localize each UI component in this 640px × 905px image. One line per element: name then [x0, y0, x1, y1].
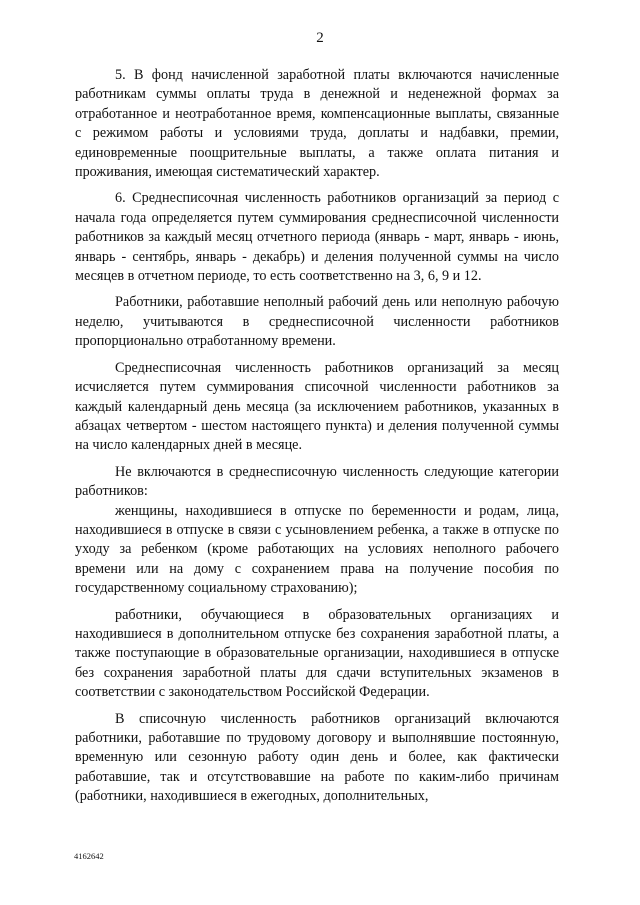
paragraph-fund-wages: 5. В фонд начисленной заработной платы включаются начисленные работникам суммы оплаты труда в денежной и неденежной формах за отработанное и неотработанное время, компенсационные выплаты, связанные с режимом работы и условиями труда, доплаты и надбавки, премии, единовременные поощрительные выплаты, а также оплата питания и проживания, имеющая систематический характер. — [75, 67, 559, 181]
document-code: 4162642 — [74, 851, 104, 861]
document-body — [75, 66, 559, 814]
paragraph-excluded-categories-intro: Не включаются в среднесписочную численность следующие категории работников: — [75, 463, 559, 500]
paragraph-excluded-women-leave: женщины, находившиеся в отпуске по беременности и родам, лица, находившиеся в отпуске в связи с усыновлением ребенка, а также в отпуске по уходу за ребенком (кроме работающих на условиях неполного рабочего времени или на дому с сохранением права на получение пособия по государственному социальному страхованию); — [75, 502, 559, 597]
paragraph-part-time-workers: Работники, работавшие неполный рабочий день или неполную рабочую неделю, учитываются в среднесписочной численности работников пропорционально отработанному времени. — [75, 294, 559, 350]
paragraph-excluded-students: работники, обучающиеся в образовательных организациях и находившиеся в дополнительном отпуске без сохранения заработной платы, а также поступающие в образовательные организации, находившиеся в отпуске без сохранения заработной платы для сдачи вступительных экзаменов в соответствии с законодательством Российской Федерации. — [75, 606, 559, 701]
paragraph-list-headcount: В списочную численность работников организаций включаются работники, работавшие по трудовому договору и выполнявшие постоянную, временную или сезонную работу один день и более, как фактически работавшие, так и отсутствовавшие на работе по каким-либо причинам (работники, находившиеся в ежегодных, дополнительных, — [75, 710, 559, 805]
paragraph-monthly-headcount: Среднесписочная численность работников организаций за месяц исчисляется путем суммирования списочной численности работников за каждый календарный день месяца (за исключением работников, указанных в абзацах четвертом - шестом настоящего пункта) и деления полученной суммы на число календарных дней в месяце. — [75, 359, 559, 454]
paragraph-average-headcount-period: 6. Среднесписочная численность работников организаций за период с начала года определяется путем суммирования среднесписочной численности работников за каждый месяц отчетного периода (январь - март, январь - июнь, январь - сентябрь, январь - декабрь) и деления полученной суммы на число месяцев в отчетном периоде, то есть соответственно на 3, 6, 9 и 12. — [75, 190, 559, 285]
page-number: 2 — [316, 30, 324, 46]
